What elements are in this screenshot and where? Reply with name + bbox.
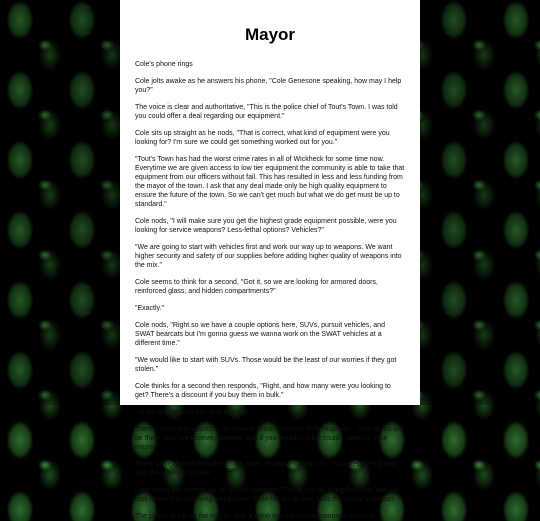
story-paragraph: "We are going to start with vehicles first and work our way up to weapons. We want higher security and safety of our supplies before adding higher quality of weapons into the mix." xyxy=(135,244,402,269)
story-page xyxy=(120,0,420,520)
story-content xyxy=(120,25,420,521)
page-title: Mayor xyxy=(244,25,296,44)
story-paragraph: The voice is clear and authoritative, "This is the police chief of Tout's Town. I was told you could offer a deal regarding our equipment." xyxy=(135,104,398,120)
story-paragraph: "At the moment we can only afford 4." xyxy=(135,409,252,416)
story-paragraph: "Tout's Town has had the worst crime rates in all of Wickheck for some time now. Everytime we are given access to low tier equipment the community is able to take that equipment from our officers without fail. This has resulted in less and less funding from the mayor of the town. I ask that any deal made only be high quality equipment to ensure the future of the town. So we can't get much but what we do get must be up to standard." xyxy=(135,156,405,208)
story-paragraph: There's a light scoff from the police chief, "Knock yourself out..." Cole receives a text with the mayor's number. xyxy=(135,461,396,477)
story-paragraph: Cole's phone rings xyxy=(135,61,193,68)
background-pattern-right xyxy=(420,0,540,405)
story-paragraph: There's electronic crackling for several seconds before Cole responds, "Your SUVs will be there once we receive payment, and if you wouldn't mind could I speak to your mayor?" xyxy=(135,426,404,451)
story-paragraph: Cole saves the number as he quickly remarks, "Thank you for doing business with us, I look forward to supplying you further." Cole hangs up then calls the Mayor's number. xyxy=(135,487,405,503)
story-paragraph: Cole nods, "Right so we have a couple options here, SUVs, pursuit vehicles, and SWAT bearcats but I'm gonna guess we wanna work on the SWAT vehicles at a different time." xyxy=(135,322,385,347)
story-paragraph: Cole thinks for a second then responds, "Right, and how many were you looking to get? There's a discount if you buy them in bulk." xyxy=(135,383,391,399)
story-paragraph: "Exactly." xyxy=(135,305,164,312)
story-paragraph: Cole sits up straight as he nods, "That is correct, what kind of equipment were you looking for? I'm sure we could get something worked out for you." xyxy=(135,130,390,146)
story-paragraph: "We would like to start with SUVs. Those would be the least of our worries if they got stolen." xyxy=(135,357,397,373)
story-paragraph: Cole seems to think for a second, "Got it, so we are looking for armored doors, reinforced glass, and hidden compartments?" xyxy=(135,279,378,295)
story-paragraph: The phone is left on the ring for only a nano second before someone picks up. xyxy=(135,513,377,520)
story-paragraph: Cole nods, "I will make sure you get the highest grade equipment possible, were you looking for service weapons? Less-lethal options? Vehicles?" xyxy=(135,218,397,234)
story-paragraph: Cole jolts awake as he answers his phone, "Cole Genesone speaking, how may I help you?" xyxy=(135,78,402,94)
background-pattern-left xyxy=(0,0,120,405)
